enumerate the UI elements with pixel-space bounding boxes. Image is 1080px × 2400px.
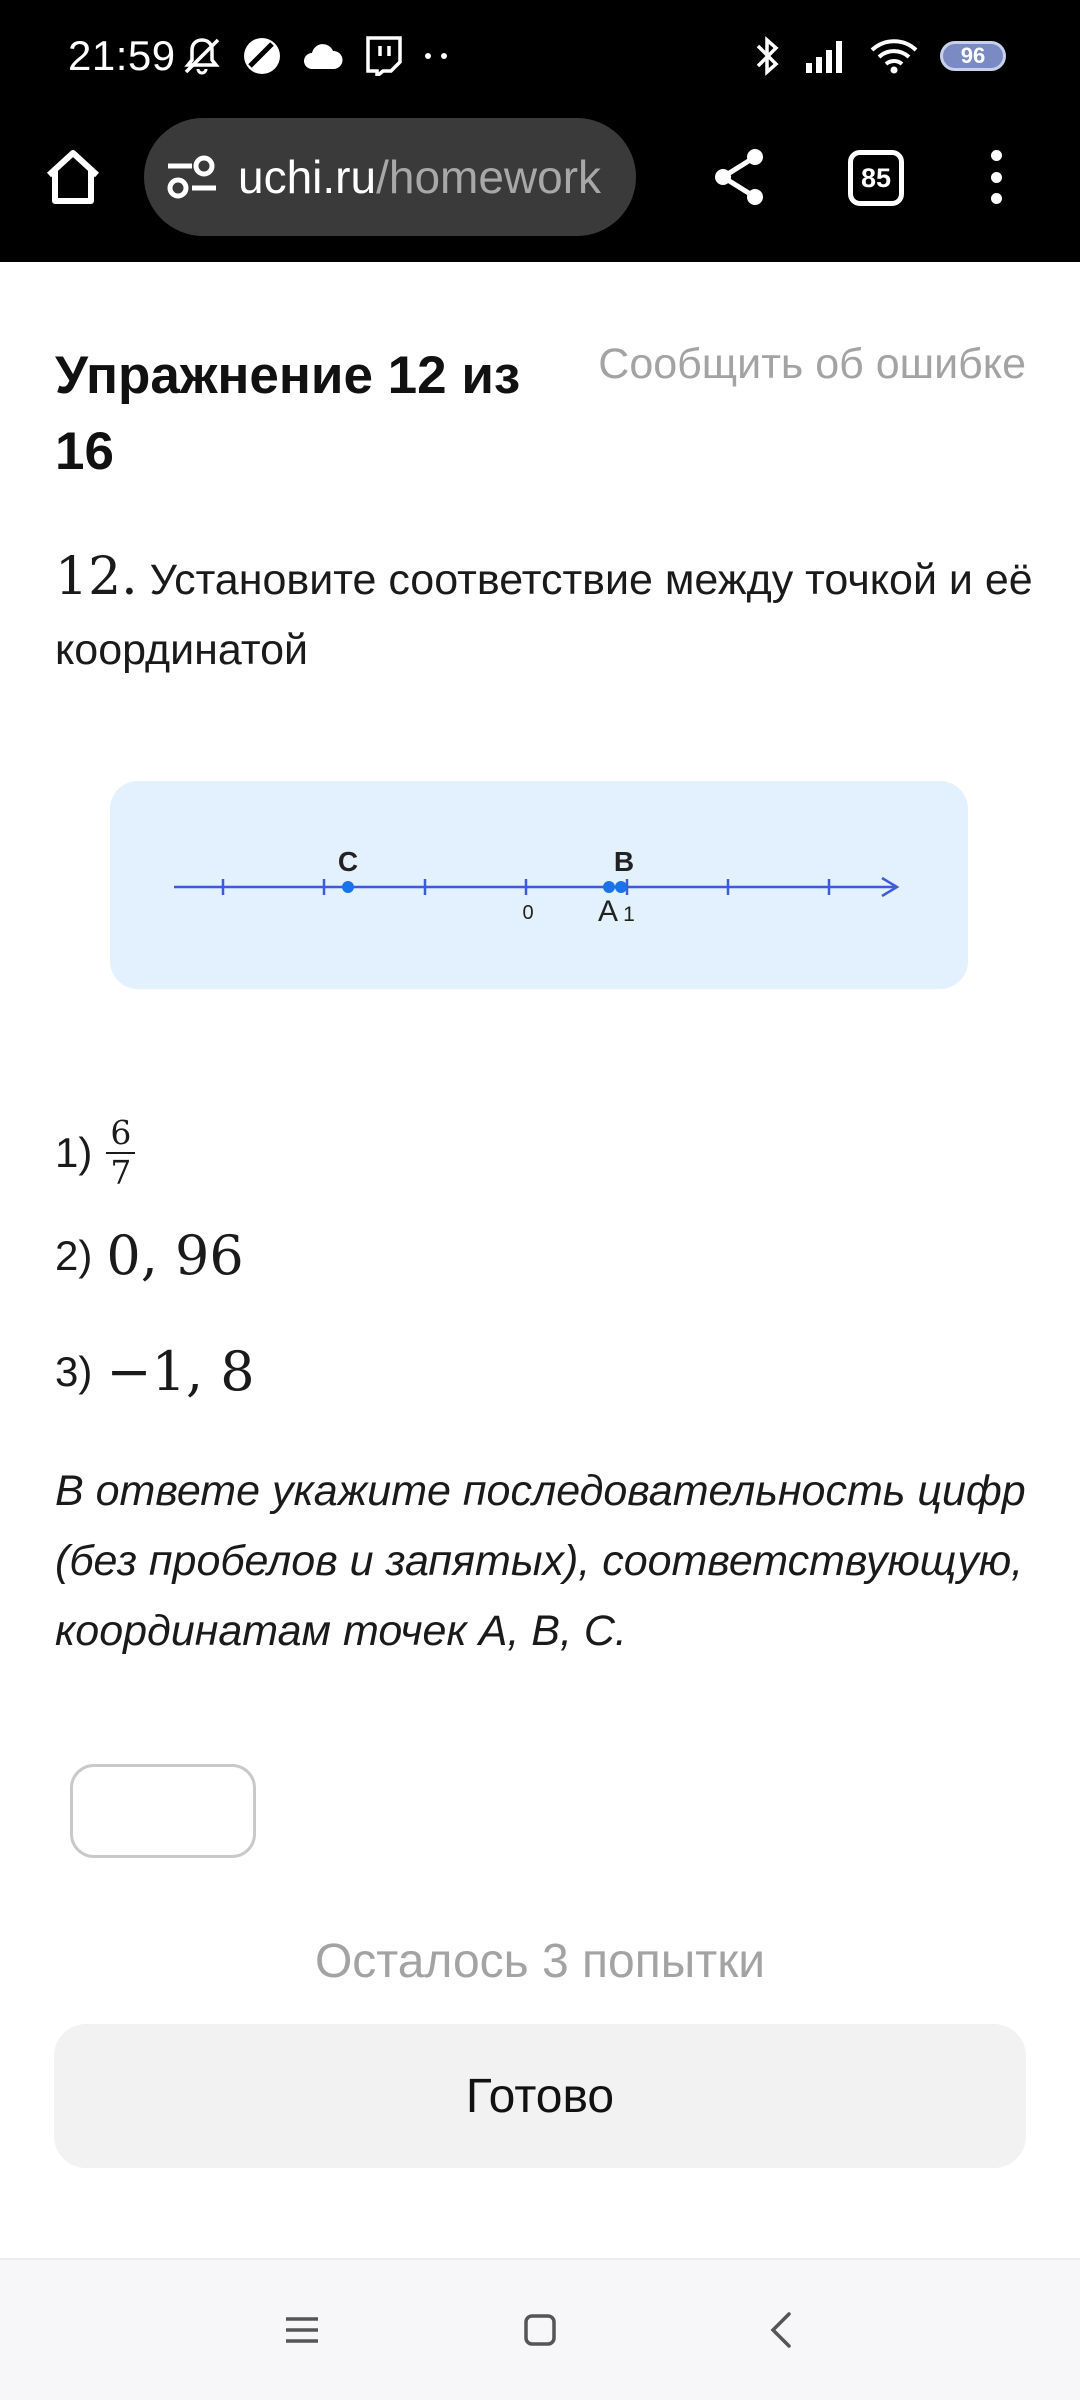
number-line-figure bbox=[110, 781, 968, 989]
option-1-denominator: 7 bbox=[110, 1153, 132, 1192]
status-time: 21:59 bbox=[68, 32, 176, 79]
site-settings-icon[interactable] bbox=[164, 152, 220, 202]
point-a bbox=[603, 881, 615, 893]
home-nav-button[interactable] bbox=[510, 2300, 570, 2360]
report-error-link[interactable]: Сообщить об ошибке bbox=[598, 340, 1026, 388]
address-bar[interactable] bbox=[144, 118, 636, 236]
url-host: uchi.ru bbox=[238, 151, 377, 203]
system-nav-bar bbox=[0, 2258, 1080, 2400]
option-2-value: 0, 96 bbox=[106, 1224, 244, 1287]
signal-icon bbox=[804, 39, 848, 73]
url-path: /homework bbox=[376, 151, 602, 203]
share-button[interactable] bbox=[706, 142, 772, 212]
status-bar bbox=[0, 0, 1080, 118]
option-1 bbox=[55, 1113, 135, 1192]
point-b-label: B bbox=[613, 846, 635, 877]
browser-toolbar bbox=[0, 118, 1080, 262]
answer-instructions: В ответе укажите последовательность цифр (без пробелов и запятых), соответствующую, координатам точек A, B, C. bbox=[55, 1467, 1026, 1655]
url-text[interactable] bbox=[238, 150, 601, 204]
battery-icon bbox=[940, 41, 1006, 71]
task-text: Установите соответствие между точкой и её координатой bbox=[55, 556, 1033, 674]
option-1-numerator: 6 bbox=[106, 1116, 135, 1154]
battery-level: 96 bbox=[960, 43, 986, 68]
home-button[interactable] bbox=[38, 142, 108, 212]
option-2-label: 2) bbox=[55, 1231, 93, 1279]
cloud-icon bbox=[302, 41, 344, 71]
option-3-value: −1, 8 bbox=[106, 1340, 255, 1403]
option-2 bbox=[55, 1224, 244, 1287]
status-icons-right bbox=[754, 34, 1006, 78]
home-icon bbox=[43, 147, 103, 207]
option-3 bbox=[55, 1340, 255, 1403]
task-statement bbox=[55, 542, 1035, 685]
point-b bbox=[615, 881, 627, 893]
status-icons-left bbox=[182, 34, 452, 78]
browser-menu-button[interactable] bbox=[976, 144, 1016, 210]
tab-switcher-button[interactable] bbox=[848, 150, 904, 206]
exercise-title: Упражнение 12 из 16 bbox=[55, 346, 521, 481]
option-1-label: 1) bbox=[55, 1129, 93, 1176]
chevron-left-icon bbox=[767, 2311, 793, 2349]
point-a-label: A bbox=[597, 895, 619, 928]
tick-label-one: 1 bbox=[623, 903, 635, 926]
option-3-label: 3) bbox=[55, 1347, 93, 1395]
point-c-label: C bbox=[337, 846, 359, 877]
tick-label-zero: 0 bbox=[522, 902, 534, 924]
more-dots-icon bbox=[422, 51, 452, 61]
twitch-icon bbox=[364, 36, 402, 76]
point-c bbox=[342, 881, 354, 893]
attempts-remaining: Осталось 3 попытки bbox=[314, 1935, 766, 1988]
number-line-svg bbox=[110, 781, 968, 989]
share-icon bbox=[711, 147, 767, 207]
answer-input[interactable] bbox=[70, 1764, 256, 1858]
wifi-icon bbox=[870, 38, 918, 74]
vpn-icon bbox=[242, 36, 282, 76]
menu-lines-icon bbox=[284, 2315, 320, 2345]
recent-apps-button[interactable] bbox=[272, 2300, 332, 2360]
back-nav-button[interactable] bbox=[750, 2300, 810, 2360]
done-button[interactable]: Готово bbox=[54, 2024, 1026, 2168]
option-1-fraction bbox=[106, 1113, 135, 1192]
square-icon bbox=[523, 2313, 557, 2347]
bluetooth-icon bbox=[754, 34, 782, 78]
mute-icon bbox=[182, 36, 222, 76]
task-number: 12. bbox=[55, 547, 138, 607]
tab-count: 85 bbox=[860, 162, 892, 193]
